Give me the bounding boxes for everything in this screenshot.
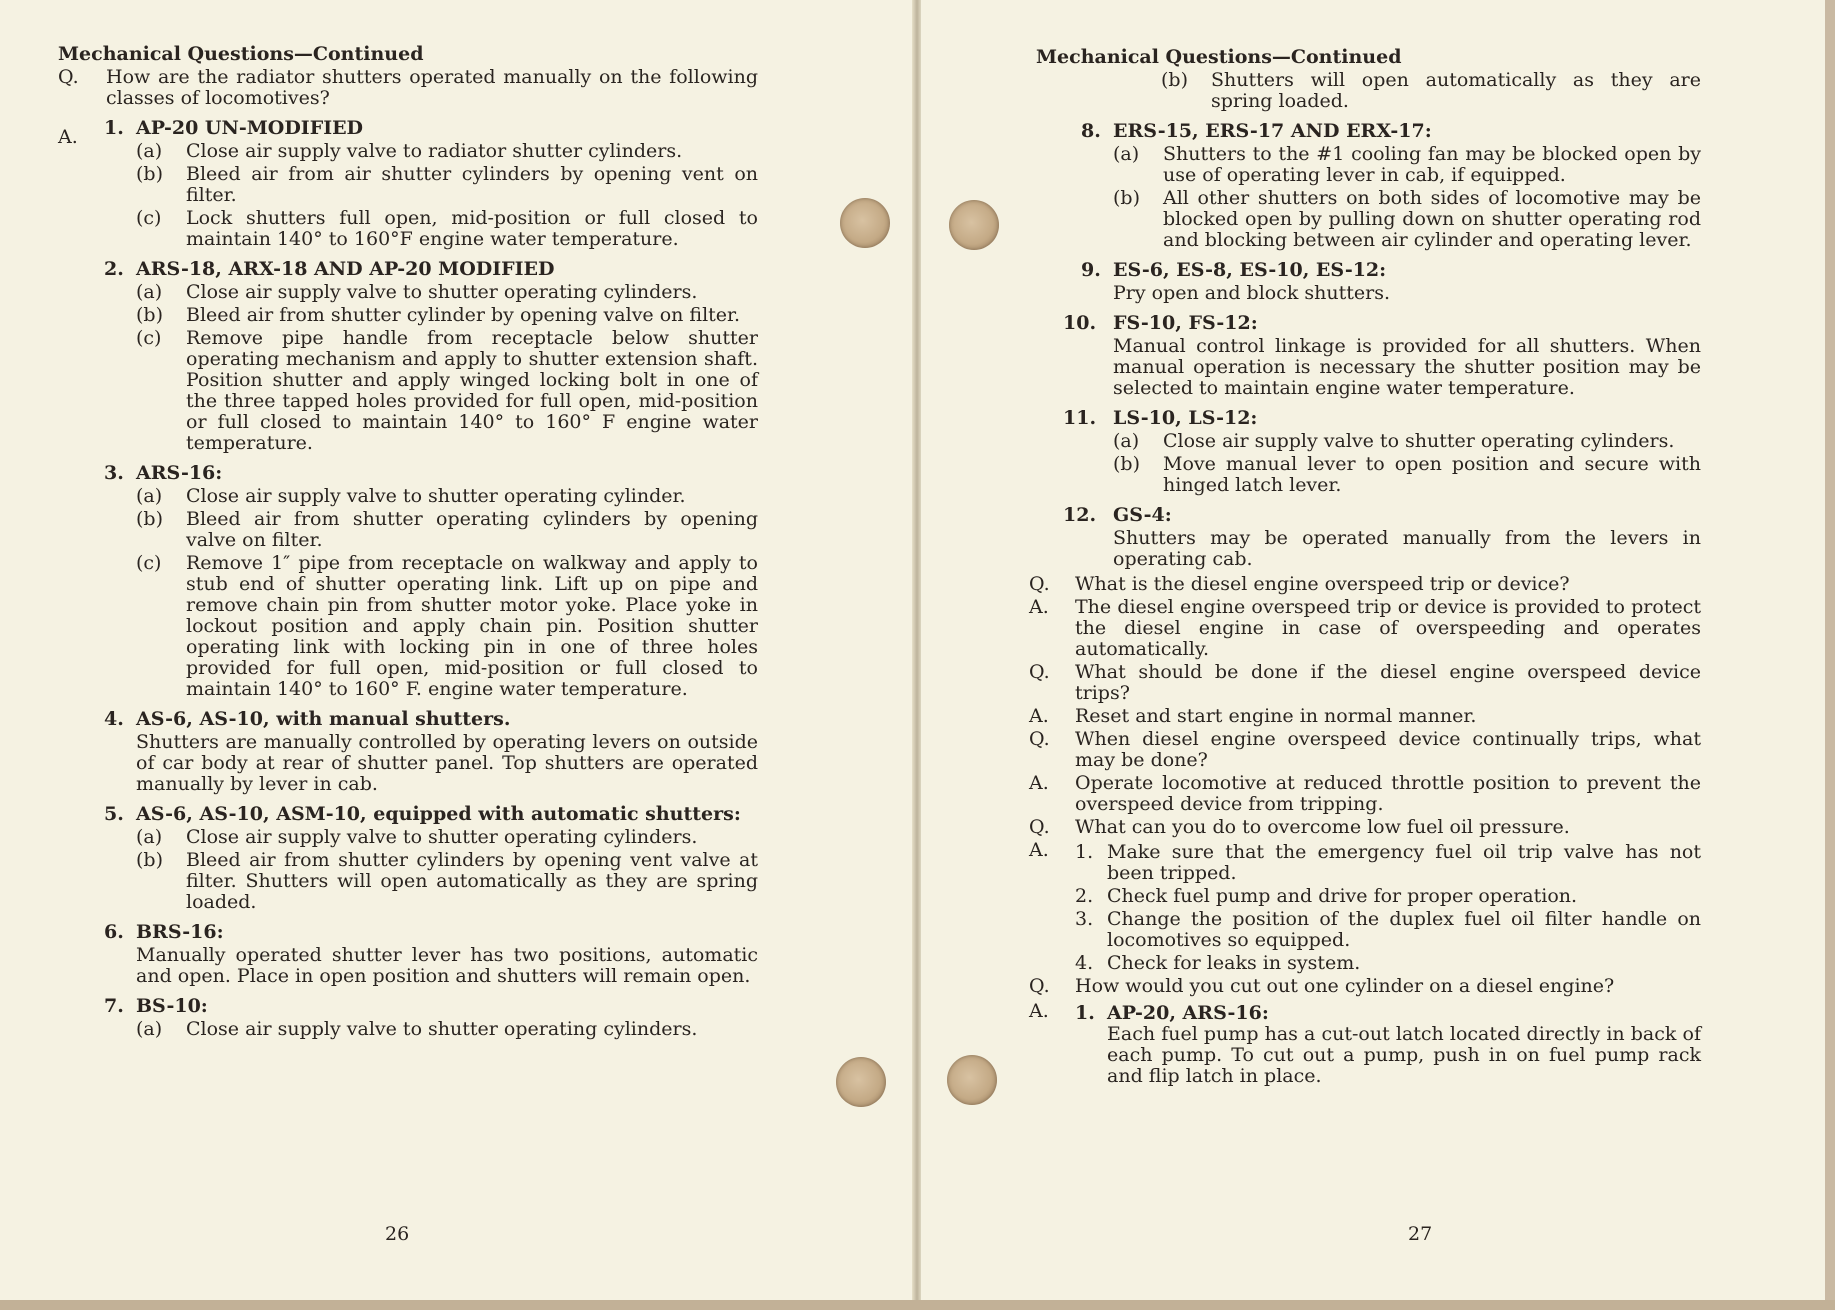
page-number: 27: [1408, 1223, 1433, 1245]
list-item: [136, 305, 758, 326]
item-text: Check fuel pump and drive for proper operation.: [1107, 885, 1578, 907]
list-item: [136, 509, 758, 551]
punch-hole: [947, 1055, 997, 1105]
qa-text: Operate locomotive at reduced throttle position to prevent the overspeed device from tripping.: [1075, 772, 1701, 815]
item-number: 4.: [1075, 952, 1094, 974]
section-title: ARS-18, ARX-18 AND AP-20 MODIFIED: [136, 258, 555, 280]
list-item: [136, 208, 758, 250]
question-text: How are the radiator shutters operated manually on the following classes of locomotives?: [106, 66, 758, 109]
item-text: Bleed air from shutter operating cylinders by opening valve on filter.: [186, 508, 758, 551]
item-text: Close air supply valve to shutter operating cylinder.: [186, 485, 686, 507]
section-title: ARS-16:: [136, 462, 223, 484]
qa-label: Q.: [1029, 661, 1050, 683]
answer-heading: [1075, 1003, 1701, 1024]
item-letter: (b): [136, 163, 163, 185]
qa-label: A.: [1029, 1000, 1049, 1022]
qa-label: A.: [1029, 772, 1049, 794]
question-label: Q.: [58, 66, 79, 88]
qa-text: How would you cut out one cylinder on a diesel engine?: [1075, 975, 1615, 997]
qa-entry: [1029, 729, 1701, 771]
list-item: [136, 141, 758, 162]
section-8: [1081, 121, 1701, 251]
punch-hole: [836, 1057, 886, 1107]
list-item: [1113, 144, 1701, 186]
qa-entry: [1029, 574, 1701, 595]
section-number: 12.: [1063, 504, 1097, 526]
qa-block: [1029, 574, 1701, 1087]
qa-label: A.: [1029, 839, 1049, 861]
right-page: [920, 0, 1825, 1300]
item-letter: (b): [136, 508, 163, 530]
right-page-content: [1029, 46, 1701, 1087]
question: [58, 67, 758, 109]
list-item: [136, 282, 758, 303]
item-text: All other shutters on both sides of locomotive may be blocked open by pulling down on shutter operating rod and blocking between air cylinder and operating lever.: [1163, 187, 1701, 251]
section-number: 8.: [1081, 120, 1101, 142]
qa-label: Q.: [1029, 975, 1050, 997]
item-letter: (a): [1113, 143, 1140, 165]
list-item: [1075, 886, 1701, 907]
section-number: 3.: [104, 462, 124, 484]
page-header: Mechanical Questions—Continued: [58, 43, 424, 65]
item-text: Remove 1″ pipe from receptacle on walkway and apply to stub end of shutter operating link. Lift up on pipe and remove chain pin from shutter motor yoke. Place yoke in lockout position and apply chain pin. Position shutter operating link with locking pin in one of three holes provided for full open, mid-position or full closed to maintain 140° to 160° F. engine water temperature.: [186, 552, 758, 700]
list-item: [1113, 188, 1701, 251]
page-bottom-edge: [0, 1300, 1835, 1310]
section-6: [104, 922, 758, 987]
section-number: 10.: [1063, 312, 1097, 334]
answer-label: A.: [58, 126, 78, 148]
list-item: [136, 553, 758, 700]
qa-label: A.: [1029, 705, 1049, 727]
section-number: 1.: [104, 117, 124, 139]
section-10: [1063, 313, 1701, 399]
qa-label: Q.: [1029, 573, 1050, 595]
item-number: 3.: [1075, 908, 1094, 930]
list-item: [1075, 953, 1701, 974]
qa-entry: [1029, 706, 1701, 727]
section-4: [104, 709, 758, 795]
item-letter: (b): [1161, 69, 1188, 91]
item-text: Shutters will open automatically as they are spring loaded.: [1211, 69, 1701, 112]
qa-text: When diesel engine overspeed device continually trips, what may be done?: [1075, 728, 1701, 771]
item-text: Lock shutters full open, mid-position or full closed to maintain 140° to 160°F engine water temperature.: [186, 207, 758, 250]
qa-entry: [1029, 976, 1701, 997]
list-item: [1075, 909, 1701, 951]
last-answer: [1029, 1001, 1701, 1087]
section-title: AP-20 UN-MODIFIED: [136, 117, 364, 139]
item-text: Bleed air from shutter cylinder by opening valve on filter.: [186, 304, 741, 326]
section-title: GS-4:: [1113, 504, 1172, 526]
item-letter: (b): [1113, 187, 1140, 209]
section-12: [1063, 505, 1701, 570]
qa-entry: [1029, 817, 1701, 838]
list-item: [1113, 431, 1701, 452]
list-item: [136, 164, 758, 206]
left-page-content: [58, 44, 758, 1040]
list-item: [1161, 70, 1701, 112]
item-letter: (a): [136, 1018, 163, 1040]
qa-text: What can you do to overcome low fuel oil pressure.: [1075, 816, 1570, 838]
item-text: Shutters to the #1 cooling fan may be blocked open by use of operating lever in cab, if equipped.: [1163, 143, 1701, 186]
item-letter: (a): [136, 140, 163, 162]
section-paragraph: Shutters may be operated manually from the levers in operating cab.: [1113, 527, 1701, 570]
section-number: 6.: [104, 921, 124, 943]
item-text: Bleed air from shutter cylinders by opening vent valve at filter. Shutters will open automatically as they are spring loaded.: [186, 849, 758, 913]
item-text: Check for leaks in system.: [1107, 952, 1361, 974]
section-5: [104, 804, 758, 913]
section-title: ES-6, ES-8, ES-10, ES-12:: [1113, 259, 1387, 281]
item-text: Close air supply valve to shutter operating cylinders.: [1163, 430, 1675, 452]
item-number: 1.: [1075, 841, 1094, 863]
qa-text: Reset and start engine in normal manner.: [1075, 705, 1477, 727]
list-item: [136, 1019, 758, 1040]
punch-hole: [949, 200, 999, 250]
section-9: [1081, 260, 1701, 304]
section-11: [1063, 408, 1701, 496]
page-header: Mechanical Questions—Continued: [1036, 46, 1402, 68]
section-7: [104, 996, 758, 1040]
punch-hole: [840, 198, 890, 248]
item-text: Remove pipe handle from receptacle below shutter operating mechanism and apply to shutter extension shaft. Position shutter and apply winged locking bolt in one of the three tapped holes provided for full open, mid-position or full closed to maintain 140° to 160° F engine water temperature.: [186, 327, 758, 454]
item-text: Close air supply valve to radiator shutter cylinders.: [186, 140, 683, 162]
left-page: [0, 0, 915, 1300]
qa-text: What should be done if the diesel engine overspeed device trips?: [1075, 661, 1701, 704]
item-letter: (c): [136, 552, 162, 574]
section-paragraph: Manual control linkage is provided for all shutters. When manual operation is necessary the shutter position may be selected to maintain engine water temperature.: [1113, 335, 1701, 399]
list-item: [1075, 842, 1701, 884]
section-title: BS-10:: [136, 995, 208, 1017]
section-title: ERS-15, ERS-17 AND ERX-17:: [1113, 120, 1432, 142]
item-text: Change the position of the duplex fuel oil filter handle on locomotives so equipped.: [1107, 908, 1701, 951]
qa-label: A.: [1029, 596, 1049, 618]
section-title: AS-6, AS-10, with manual shutters.: [136, 708, 511, 730]
qa-entry: [1029, 773, 1701, 815]
item-number: 2.: [1075, 885, 1094, 907]
qa-label: Q.: [1029, 816, 1050, 838]
item-text: Close air supply valve to shutter operating cylinders.: [186, 1018, 698, 1040]
item-letter: (b): [136, 304, 163, 326]
item-letter: (a): [136, 281, 163, 303]
item-letter: (b): [1113, 453, 1140, 475]
answer-block: [58, 118, 758, 1040]
item-letter: (c): [136, 207, 162, 229]
list-item: [136, 486, 758, 507]
sections: [1063, 120, 1701, 570]
section-2: [104, 259, 758, 454]
qa-text: The diesel engine overspeed trip or device is provided to protect the diesel engine in case of overspeeding and operates automatically.: [1075, 596, 1701, 660]
item-letter: (b): [136, 849, 163, 871]
item-text: Close air supply valve to shutter operating cylinders.: [186, 826, 698, 848]
section-title: LS-10, LS-12:: [1113, 407, 1258, 429]
item-text: Close air supply valve to shutter operating cylinders.: [186, 281, 698, 303]
section-title: AS-6, AS-10, ASM-10, equipped with automatic shutters:: [136, 803, 741, 825]
qa-entry: [1029, 597, 1701, 660]
section-paragraph: Manually operated shutter lever has two positions, automatic and open. Place in open position and shutters will remain open.: [136, 944, 758, 987]
page-number: 26: [385, 1223, 410, 1245]
fuel-answer-list: [1075, 840, 1701, 974]
item-text: Move manual lever to open position and secure with hinged latch lever.: [1163, 453, 1701, 496]
list-item: [136, 827, 758, 848]
section-number: 9.: [1081, 259, 1101, 281]
last-answer-body: [1075, 1001, 1701, 1087]
list-item: [1113, 454, 1701, 496]
item-number: 1.: [1075, 1002, 1095, 1024]
qa-text: What is the diesel engine overspeed trip or device?: [1075, 573, 1570, 595]
item-letter: (a): [136, 485, 163, 507]
qa-entry: [1029, 662, 1701, 704]
item-letter: (c): [136, 327, 162, 349]
item-letter: (a): [1113, 430, 1140, 452]
section-title: FS-10, FS-12:: [1113, 312, 1258, 334]
section-number: 2.: [104, 258, 124, 280]
item-text: Make sure that the emergency fuel oil trip valve has not been tripped.: [1107, 841, 1701, 884]
answer-title: AP-20, ARS-16:: [1107, 1002, 1269, 1024]
section-title: BRS-16:: [136, 921, 224, 943]
section-1: [104, 118, 758, 250]
qa-label: Q.: [1029, 728, 1050, 750]
section-number: 7.: [104, 995, 124, 1017]
section-number: 5.: [104, 803, 124, 825]
item-text: Bleed air from air shutter cylinders by opening vent on filter.: [186, 163, 758, 206]
section-number: 11.: [1063, 407, 1097, 429]
section-paragraph: Pry open and block shutters.: [1113, 282, 1391, 304]
section-paragraph: Shutters are manually controlled by operating levers on outside of car body at rear of shutter panel. Top shutters are operated manually by lever in cab.: [136, 731, 758, 795]
section-3: [104, 463, 758, 700]
item-letter: (a): [136, 826, 163, 848]
section-number: 4.: [104, 708, 124, 730]
list-item: [136, 328, 758, 454]
list-item: [136, 850, 758, 913]
fuel-answer: [1029, 840, 1701, 974]
answer-paragraph: Each fuel pump has a cut-out latch located directly in back of each pump. To cut out a pump, push in on fuel pump rack and flip latch in place.: [1107, 1023, 1701, 1087]
